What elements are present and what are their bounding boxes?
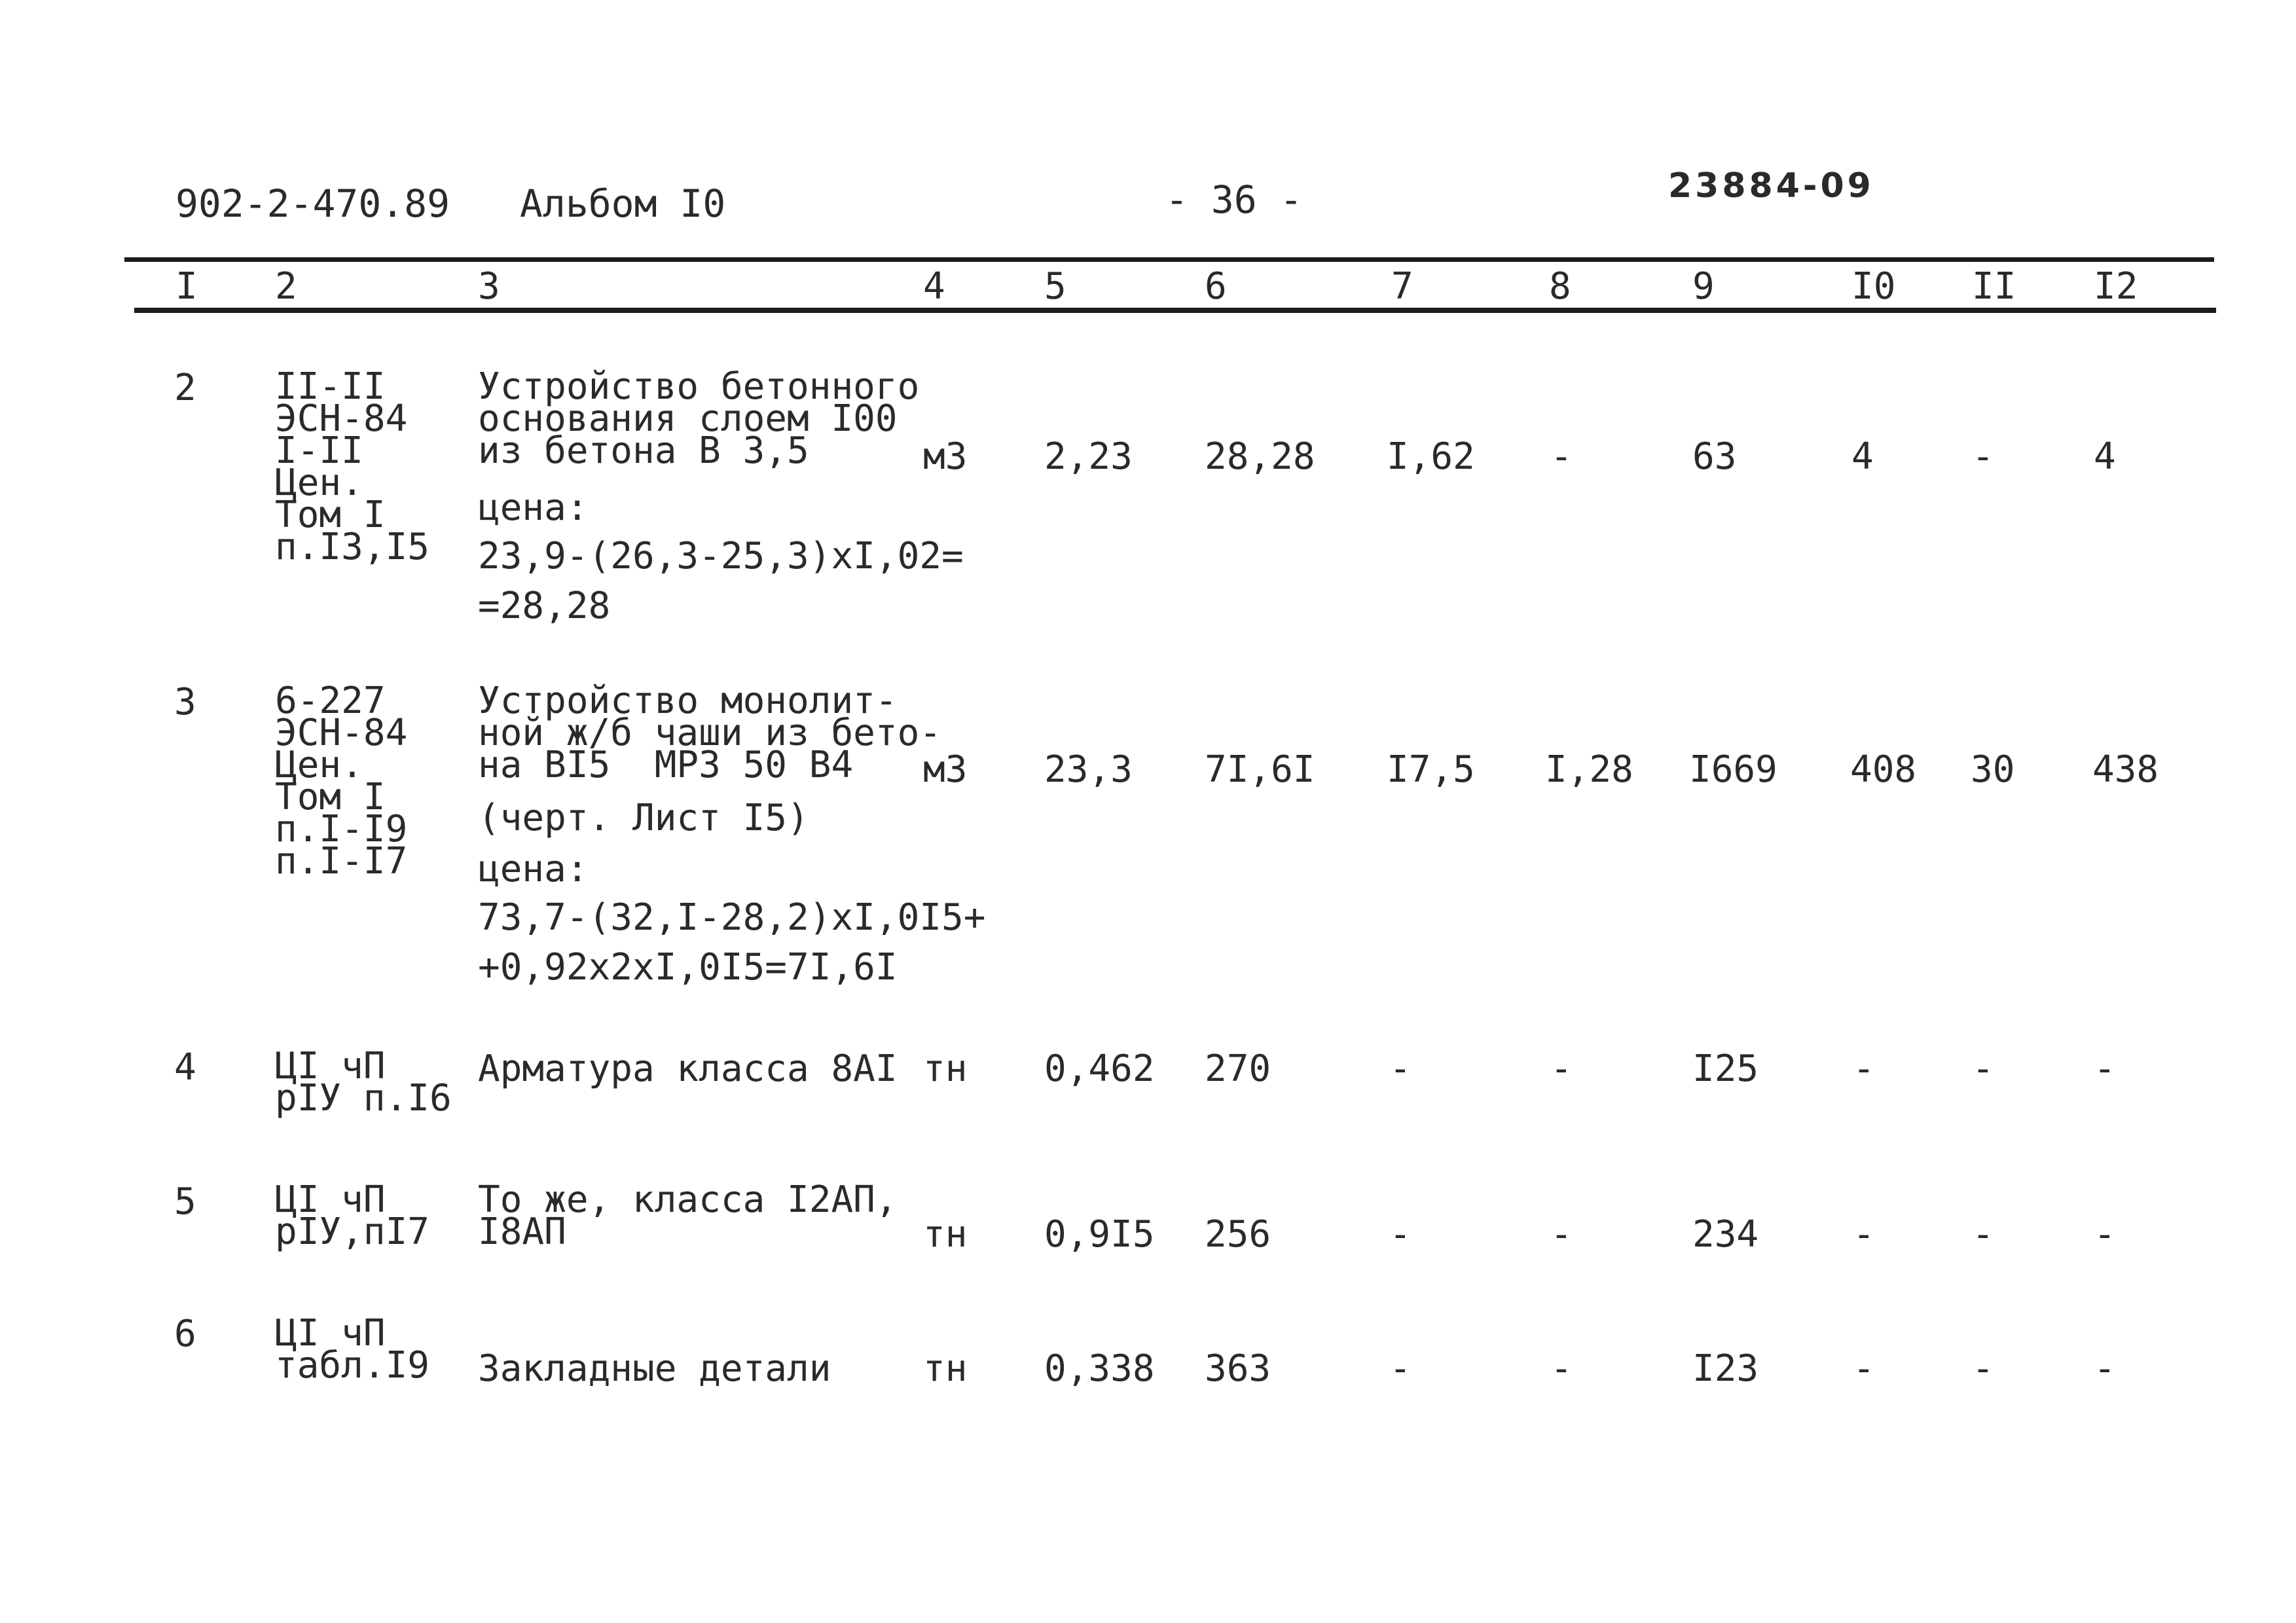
- norm-reference: ЦI чП табл.I9: [275, 1312, 430, 1387]
- cell-col9: I669: [1689, 748, 1777, 791]
- column-header-1: I: [175, 265, 198, 308]
- cell-col9: I23: [1692, 1347, 1759, 1390]
- unit: тн: [923, 1347, 968, 1390]
- cell-col6: 363: [1205, 1347, 1271, 1390]
- cell-col11: -: [1972, 435, 1994, 478]
- cell-col11: 30: [1971, 748, 2015, 791]
- column-header-7: 7: [1391, 265, 1413, 308]
- cell-col12: -: [2094, 1048, 2116, 1090]
- cell-col6: 270: [1205, 1048, 1271, 1090]
- column-header-12: I2: [2094, 265, 2138, 308]
- cell-col10: 408: [1850, 748, 1917, 791]
- cell-col10: -: [1853, 1048, 1875, 1090]
- cell-col12: 438: [2092, 748, 2159, 791]
- price-calculation: 23,9-(26,3-25,3)xI,02=: [478, 535, 964, 577]
- cell-col8: -: [1550, 1048, 1573, 1090]
- cell-col5: 0,338: [1044, 1347, 1155, 1390]
- cell-col9: 63: [1692, 435, 1737, 478]
- price-result: =28,28: [478, 585, 611, 627]
- column-header-8: 8: [1549, 265, 1571, 308]
- price-result: +0,92x2xI,0I5=7I,6I: [478, 946, 898, 989]
- price-label: цена:: [478, 848, 589, 890]
- cell-col10: 4: [1851, 435, 1874, 478]
- norm-reference: ЦI чП рIУ,пI7: [275, 1178, 430, 1253]
- column-header-9: 9: [1692, 265, 1715, 308]
- work-description: Закладные детали: [478, 1347, 831, 1390]
- document-code: 902-2-470.89: [175, 181, 450, 226]
- cell-col5: 2,23: [1044, 435, 1133, 478]
- album-number: Альбом I0: [520, 181, 726, 226]
- column-header-2: 2: [275, 265, 297, 308]
- cell-col6: 7I,6I: [1205, 748, 1315, 791]
- norm-reference: II-II ЭСН-84 I-II Цен. Том I п.I3,I5: [275, 365, 430, 568]
- cell-col12: -: [2094, 1347, 2116, 1390]
- work-description: Арматура класса 8АI: [478, 1048, 898, 1090]
- unit: м3: [923, 748, 968, 791]
- cell-col11: -: [1972, 1347, 1994, 1390]
- column-header-5: 5: [1044, 265, 1066, 308]
- cell-col7: -: [1389, 1048, 1412, 1090]
- cell-col6: 28,28: [1205, 435, 1315, 478]
- column-header-4: 4: [923, 265, 945, 308]
- cell-col12: 4: [2094, 435, 2116, 478]
- cell-col11: -: [1972, 1213, 1994, 1256]
- cell-col10: -: [1853, 1347, 1875, 1390]
- cell-col9: I25: [1692, 1048, 1759, 1090]
- column-header-11: II: [1972, 265, 2016, 308]
- cell-col5: 23,3: [1044, 748, 1133, 791]
- work-description: Устройство бетонного основания слоем I00 из бетона В 3,5: [478, 365, 920, 472]
- row-number: 5: [174, 1180, 196, 1223]
- cell-col8: -: [1550, 435, 1573, 478]
- column-header-6: 6: [1205, 265, 1227, 308]
- unit: м3: [923, 435, 968, 478]
- header-bottom-rule: [134, 308, 2216, 313]
- row-number: 2: [174, 367, 196, 409]
- cell-col12: -: [2094, 1213, 2116, 1256]
- cell-col5: 0,9I5: [1044, 1213, 1155, 1256]
- cell-col8: -: [1550, 1347, 1573, 1390]
- price-label: цена:: [478, 486, 589, 529]
- row-number: 3: [174, 681, 196, 723]
- work-description: Устройство монолит- ной ж/б чаши из бето- на BI5 МРЗ 50 В4: [478, 680, 942, 786]
- column-header-3: 3: [478, 265, 500, 308]
- column-header-10: I0: [1851, 265, 1896, 308]
- cell-col5: 0,462: [1044, 1048, 1155, 1090]
- cell-col9: 234: [1692, 1213, 1759, 1256]
- cell-col8: -: [1550, 1213, 1573, 1256]
- cell-col10: -: [1853, 1213, 1875, 1256]
- cell-col11: -: [1972, 1048, 1994, 1090]
- norm-reference: 6-227 ЭСН-84 Цен. Том I п.I-I9 п.I-I7: [275, 680, 408, 883]
- cell-col7: -: [1389, 1347, 1412, 1390]
- price-calculation: 73,7-(32,I-28,2)xI,0I5+: [478, 896, 986, 939]
- drawing-note: (черт. Лист I5): [478, 797, 809, 839]
- norm-reference: ЦI чП рIУ п.I6: [275, 1045, 452, 1120]
- page-number: - 36 -: [1165, 177, 1303, 222]
- cell-col7: I7,5: [1387, 748, 1475, 791]
- cell-col7: -: [1389, 1213, 1412, 1256]
- unit: тн: [923, 1048, 968, 1090]
- cell-col6: 256: [1205, 1213, 1271, 1256]
- row-number: 6: [174, 1313, 196, 1355]
- cell-col8: I,28: [1545, 748, 1633, 791]
- unit: тн: [923, 1213, 968, 1256]
- cell-col7: I,62: [1387, 435, 1475, 478]
- row-number: 4: [174, 1046, 196, 1089]
- header-top-rule: [124, 257, 2214, 262]
- work-description: То же, класса I2АП, I8АП: [478, 1178, 898, 1253]
- inventory-number: 23884-09: [1668, 166, 1874, 206]
